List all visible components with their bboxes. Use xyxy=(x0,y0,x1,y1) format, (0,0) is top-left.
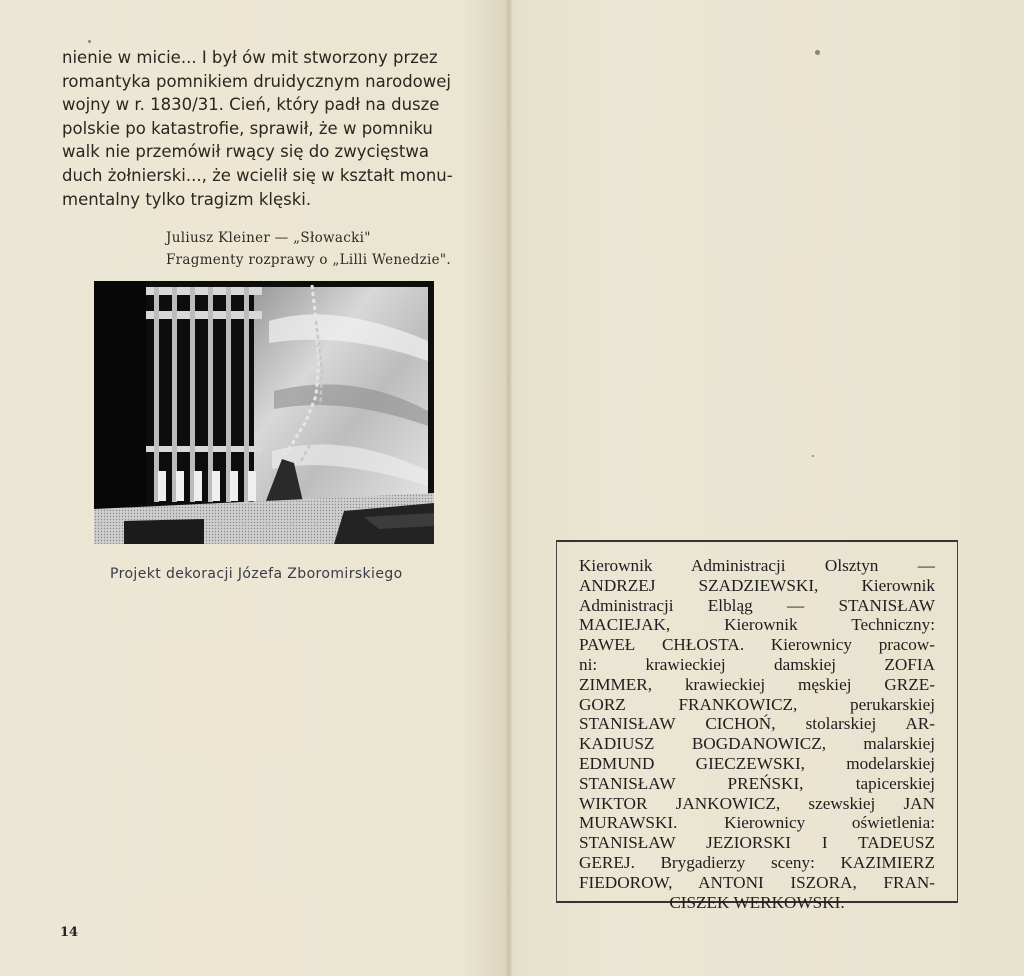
photo-caption: Projekt dekoracji Józefa Zboromirskiego xyxy=(110,566,403,582)
paper-speck xyxy=(812,455,814,457)
left-page xyxy=(0,0,505,976)
quote-line: wojny w r. 1830/31. Cień, który padł na dusze xyxy=(62,95,440,115)
attribution-author: Juliusz Kleiner — „Słowacki" xyxy=(166,230,371,246)
credits-line: EDMUND GIECZEWSKI, modelarskiej xyxy=(579,753,935,773)
credits-line: STANISŁAW JEZIORSKI I TADEUSZ xyxy=(579,833,935,853)
quote-line: duch żołnierski..., że wcielił się w kształt monu- xyxy=(62,165,453,185)
credits-line: MURAWSKI. Kierownicy oświetlenia: xyxy=(579,813,935,833)
credits-line: Administracji Elbląg — STANISŁAW xyxy=(579,595,935,615)
credits-line: ZIMMER, krawieckiej męskiej GRZE- xyxy=(579,674,935,694)
quote-line: polskie po katastrofie, sprawił, że w pomniku xyxy=(62,118,433,138)
credits-line: CISZEK WERKOWSKI. xyxy=(669,892,845,912)
quote-attribution xyxy=(166,227,451,271)
attribution-source: Fragmenty rozprawy o „Lilli Wenedzie". xyxy=(166,252,451,268)
paper-speck xyxy=(815,50,820,55)
credits-line: GORZ FRANKOWICZ, perukarskiej xyxy=(579,694,935,714)
staff-credits-text xyxy=(579,556,935,912)
credits-line: PAWEŁ CHŁOSTA. Kierownicy pracow- xyxy=(579,635,935,655)
credits-line: ANDRZEJ SZADZIEWSKI, Kierownik xyxy=(579,575,935,595)
staff-credits-box xyxy=(556,540,958,912)
quote-line: walk nie przemówił rwący się do zwycięstwa xyxy=(62,142,429,162)
stage-design-photo xyxy=(94,281,434,544)
credits-line: Kierownik Administracji Olsztyn — xyxy=(579,556,935,575)
credits-line: WIKTOR JANKOWICZ, szewskiej JAN xyxy=(579,793,935,813)
quote-line: nienie w micie... I był ów mit stworzony przez xyxy=(62,48,438,67)
page-number: 14 xyxy=(60,925,79,940)
credits-line: STANISŁAW CICHOŃ, stolarskiej AR- xyxy=(579,714,935,734)
credits-line: FIEDOROW, ANTONI ISZORA, FRAN- xyxy=(579,872,935,892)
quote-paragraph xyxy=(62,46,476,211)
credits-line: ni: krawieckiej damskiej ZOFIA xyxy=(579,654,935,674)
credits-line: KADIUSZ BOGDANOWICZ, malarskiej xyxy=(579,734,935,754)
credits-line: MACIEJAK, Kierownik Techniczny: xyxy=(579,615,935,635)
quote-line: romantyka pomnikiem druidycznym narodowej xyxy=(62,71,451,91)
stage-design-image xyxy=(94,281,434,544)
credits-line: GEREJ. Brygadierzy sceny: KAZIMIERZ xyxy=(579,852,935,872)
quote-line: mentalny tylko tragizm klęski. xyxy=(62,189,312,209)
credits-line: STANISŁAW PREŃSKI, tapicerskiej xyxy=(579,773,935,793)
paper-speck xyxy=(88,40,91,43)
